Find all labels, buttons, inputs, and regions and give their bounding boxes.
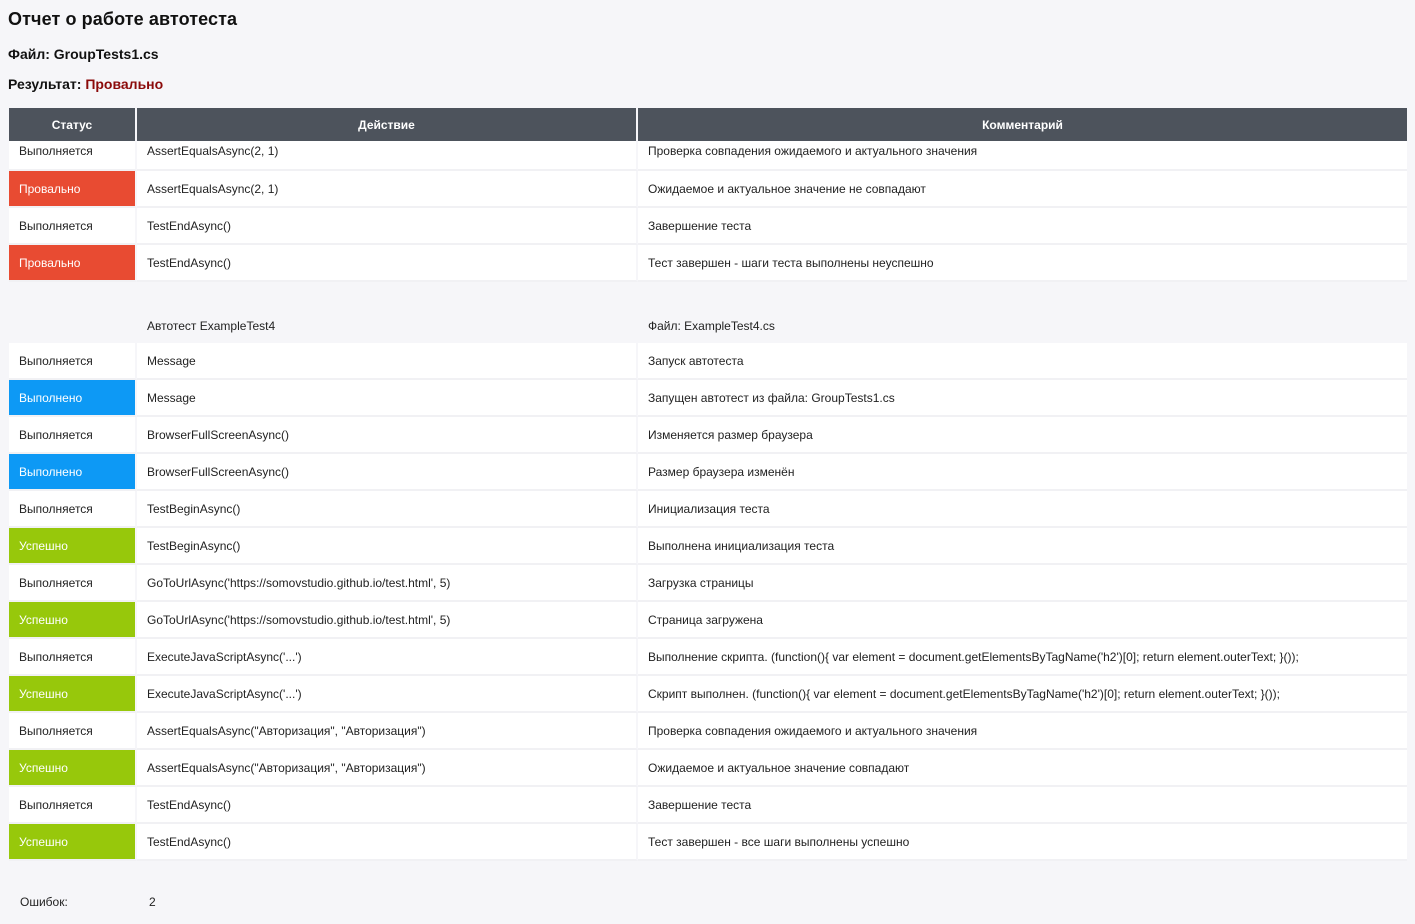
comment-cell: Тест завершен - шаги теста выполнены неуспешно [638, 245, 1407, 282]
action-cell: BrowserFullScreenAsync() [137, 454, 638, 491]
table-row [9, 528, 1407, 565]
status-cell: Выполняется [9, 787, 137, 824]
table-row [9, 602, 1407, 639]
action-cell: BrowserFullScreenAsync() [137, 417, 638, 454]
table-spacer-row [9, 282, 1407, 308]
table-row [9, 141, 1407, 171]
table-row [9, 639, 1407, 676]
group-status-cell [9, 308, 137, 343]
file-name: GroupTests1.cs [53, 46, 159, 62]
comment-cell: Ожидаемое и актуальное значение совпадают [638, 750, 1407, 787]
comment-cell: Запущен автотест из файла: GroupTests1.cs [638, 380, 1407, 417]
column-header-status: Статус [9, 108, 137, 141]
table-row [9, 750, 1407, 787]
status-cell-failed: Провально [9, 171, 137, 208]
status-cell-failed: Провально [9, 245, 137, 282]
spacer-cell [137, 282, 638, 308]
column-header-action: Действие [137, 108, 638, 141]
table-row [9, 676, 1407, 713]
comment-cell: Изменяется размер браузера [638, 417, 1407, 454]
status-cell-done: Выполнено [9, 454, 137, 491]
action-cell: AssertEqualsAsync("Авторизация", "Авторизация") [137, 713, 638, 750]
action-cell: TestEndAsync() [137, 245, 638, 282]
status-cell: Выполняется [9, 343, 137, 380]
action-cell: Message [137, 380, 638, 417]
table-row [9, 343, 1407, 380]
comment-cell: Ожидаемое и актуальное значение не совпадают [638, 171, 1407, 208]
errors-count: 2 [149, 895, 156, 909]
file-label: Файл: [8, 46, 50, 62]
action-cell: TestBeginAsync() [137, 491, 638, 528]
table-row [9, 380, 1407, 417]
status-cell-success: Успешно [9, 676, 137, 713]
table-row [9, 208, 1407, 245]
action-cell: TestBeginAsync() [137, 528, 638, 565]
table-row [9, 417, 1407, 454]
spacer-cell [638, 282, 1407, 308]
comment-cell: Проверка совпадения ожидаемого и актуального значения [638, 713, 1407, 750]
comment-cell: Скрипт выполнен. (function(){ var element = document.getElementsByTagName('h2')[0]; return element.outerText; }()); [638, 676, 1407, 713]
table-row [9, 787, 1407, 824]
action-cell: AssertEqualsAsync(2, 1) [137, 171, 638, 208]
errors-label: Ошибок: [20, 895, 68, 909]
comment-cell: Выполнение скрипта. (function(){ var element = document.getElementsByTagName('h2')[0]; return element.outerText; }()); [638, 639, 1407, 676]
status-cell: Выполняется [9, 491, 137, 528]
status-cell-success: Успешно [9, 750, 137, 787]
result-info [8, 76, 163, 92]
comment-cell: Инициализация теста [638, 491, 1407, 528]
comment-cell: Выполнена инициализация теста [638, 528, 1407, 565]
comment-cell: Завершение теста [638, 208, 1407, 245]
table-row [9, 454, 1407, 491]
table-header-row [9, 108, 1407, 141]
table-row [9, 565, 1407, 602]
file-info [8, 46, 159, 62]
status-cell: Выполняется [9, 565, 137, 602]
action-cell: ExecuteJavaScriptAsync('...') [137, 676, 638, 713]
status-cell-success: Успешно [9, 824, 137, 861]
spacer-cell [9, 282, 137, 308]
action-cell: TestEndAsync() [137, 824, 638, 861]
comment-cell: Проверка совпадения ожидаемого и актуального значения [638, 141, 1407, 171]
group-test-file: Файл: ExampleTest4.cs [648, 318, 775, 333]
table-row [9, 171, 1407, 208]
report-table [9, 108, 1407, 861]
comment-cell: Тест завершен - все шаги выполнены успешно [638, 824, 1407, 861]
group-test-name: Автотест ExampleTest4 [147, 318, 276, 333]
action-cell: GoToUrlAsync('https://somovstudio.github.io/test.html', 5) [137, 565, 638, 602]
table-row [9, 245, 1407, 282]
action-cell: TestEndAsync() [137, 787, 638, 824]
status-cell: Выполняется [9, 208, 137, 245]
status-cell: Выполняется [9, 417, 137, 454]
status-cell: Выполняется [9, 713, 137, 750]
status-cell-success: Успешно [9, 528, 137, 565]
status-cell-done: Выполнено [9, 380, 137, 417]
action-cell: Message [137, 343, 638, 380]
table-row [9, 824, 1407, 861]
action-cell: TestEndAsync() [137, 208, 638, 245]
test-group-header-row [9, 308, 1407, 343]
result-value: Провально [85, 76, 164, 92]
page-title: Отчет о работе автотеста [8, 9, 238, 29]
action-cell: GoToUrlAsync('https://somovstudio.github.io/test.html', 5) [137, 602, 638, 639]
comment-cell: Завершение теста [638, 787, 1407, 824]
action-cell: AssertEqualsAsync(2, 1) [137, 141, 638, 171]
status-cell-success: Успешно [9, 602, 137, 639]
report-table-container [9, 108, 1407, 861]
action-cell: ExecuteJavaScriptAsync('...') [137, 639, 638, 676]
result-label: Результат: [8, 76, 82, 92]
table-row [9, 713, 1407, 750]
column-header-comment: Комментарий [638, 108, 1407, 141]
table-row [9, 491, 1407, 528]
comment-cell: Страница загружена [638, 602, 1407, 639]
comment-cell: Загрузка страницы [638, 565, 1407, 602]
comment-cell: Размер браузера изменён [638, 454, 1407, 491]
status-cell: Выполняется [9, 639, 137, 676]
status-cell: Выполняется [9, 141, 137, 171]
action-cell: AssertEqualsAsync("Авторизация", "Авторизация") [137, 750, 638, 787]
comment-cell: Запуск автотеста [638, 343, 1407, 380]
